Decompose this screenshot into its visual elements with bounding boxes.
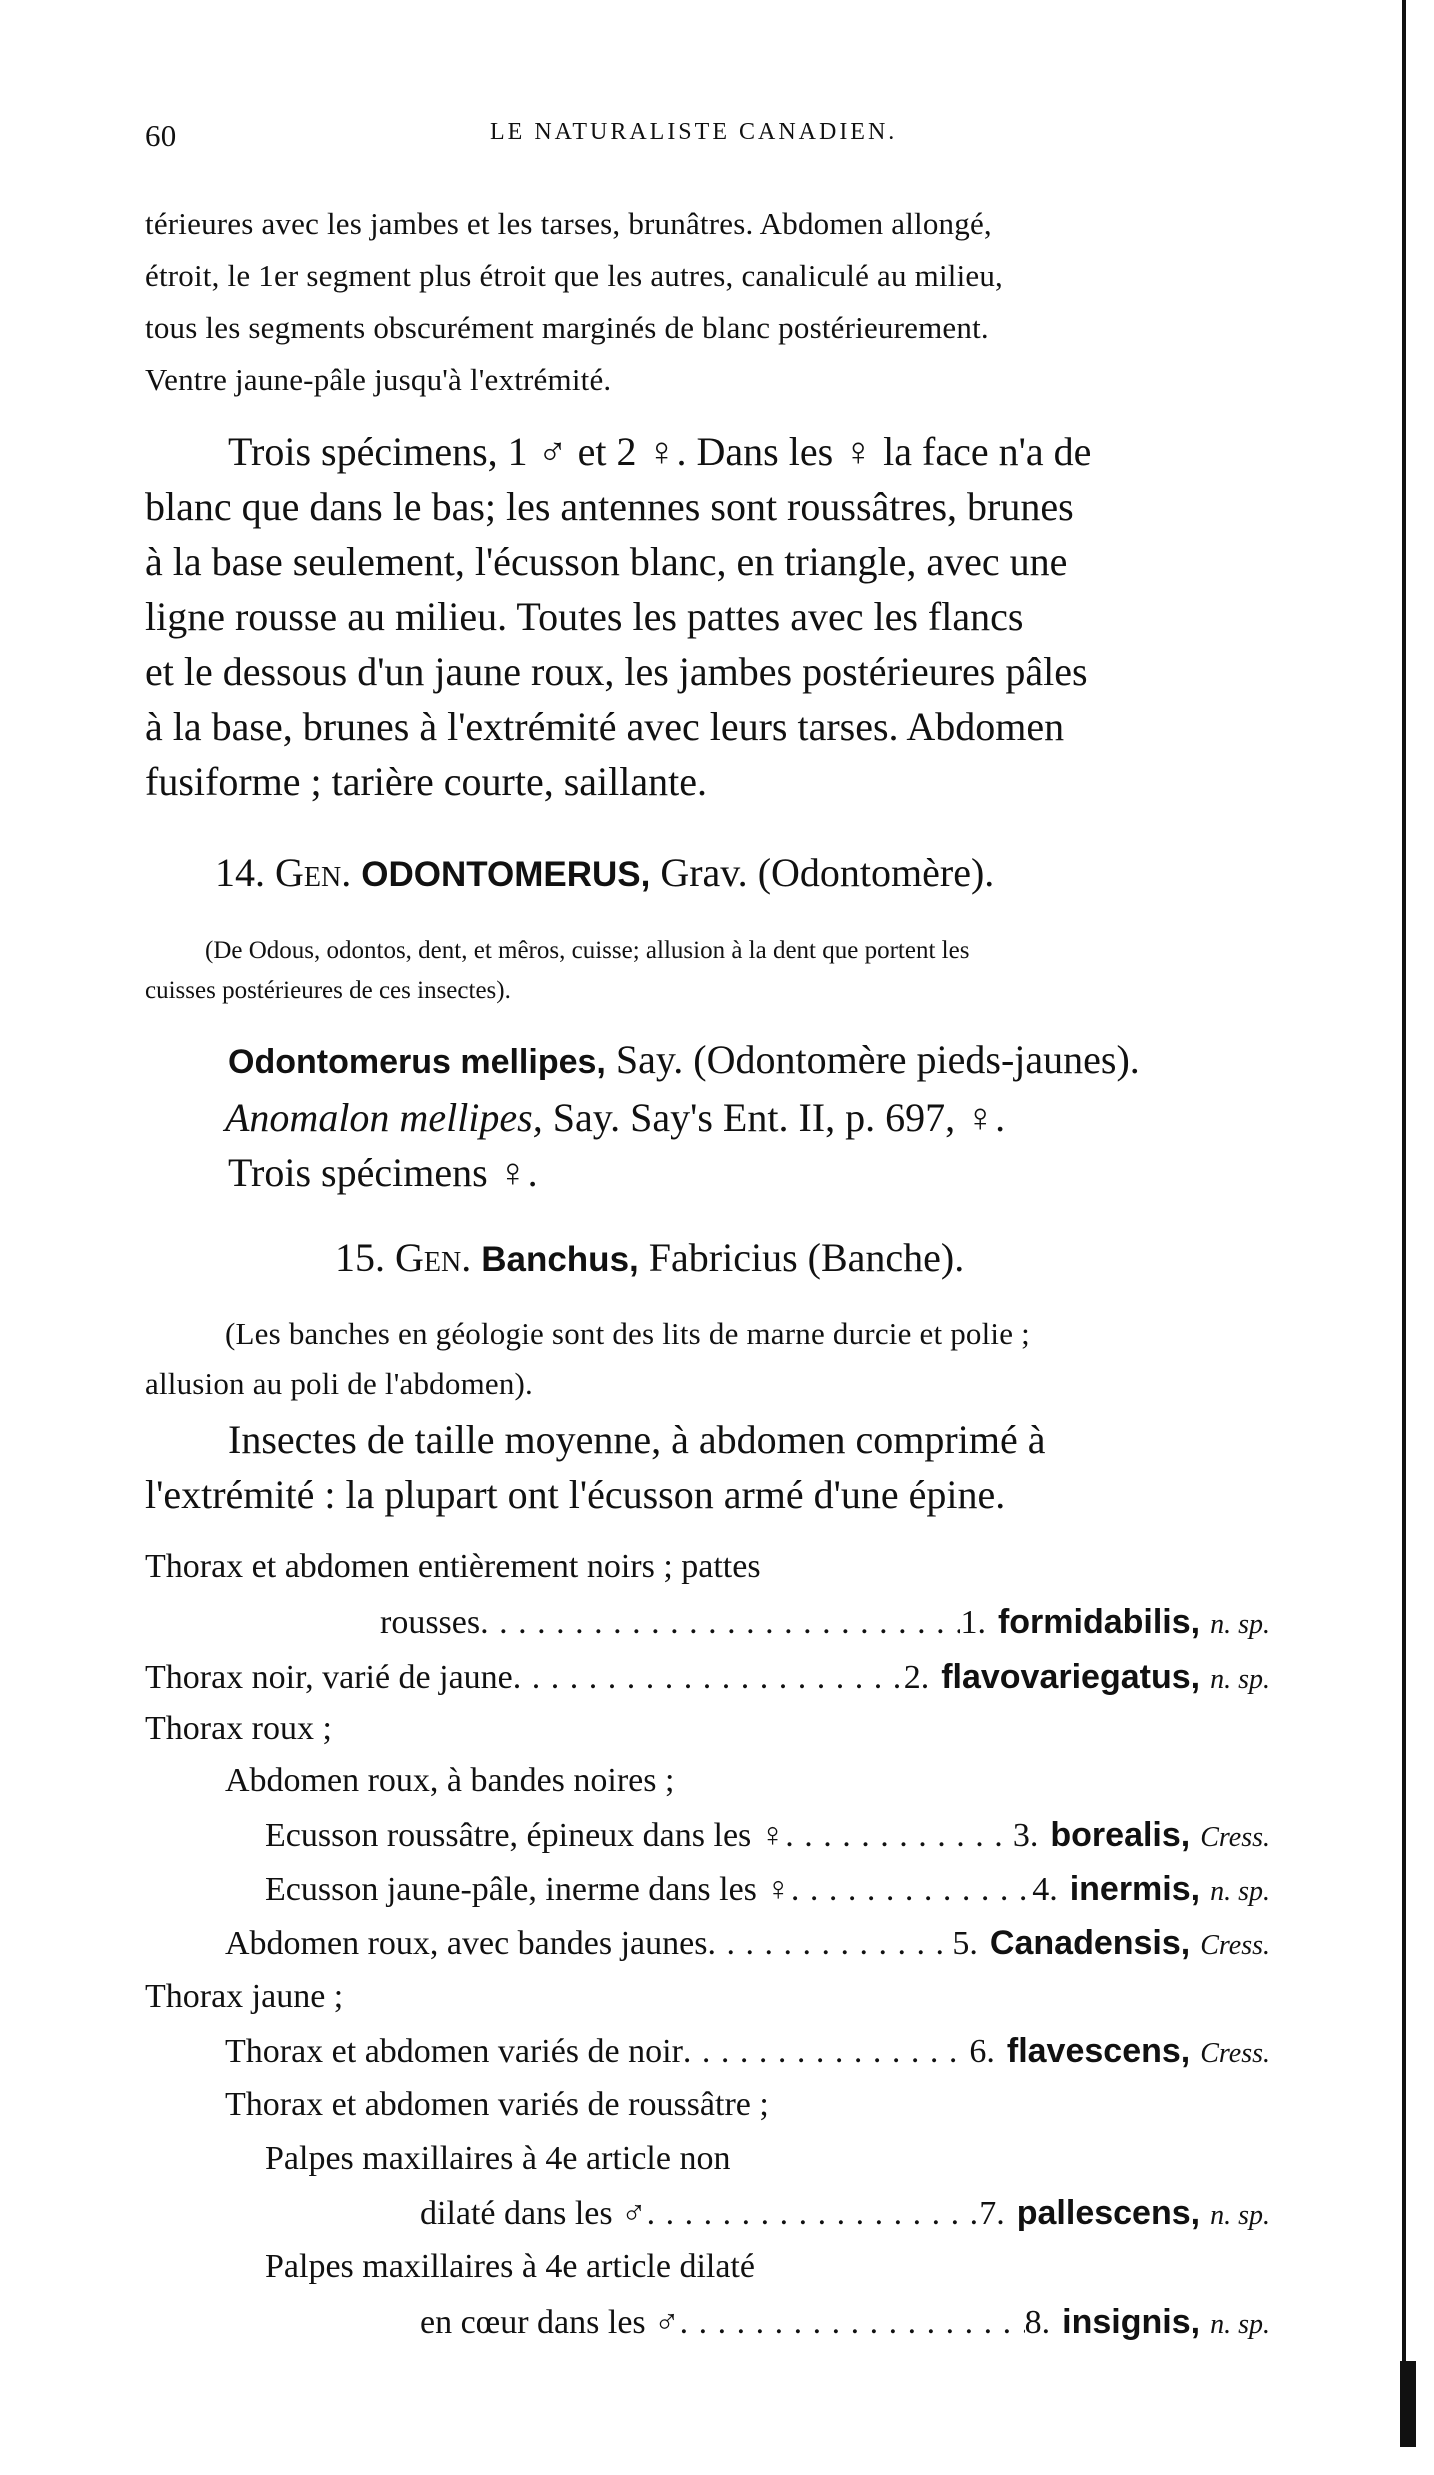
key-row-text: Thorax et abdomen entièrement noirs ; pattes	[145, 1548, 761, 1585]
key-species-authority: Cress.	[1200, 2038, 1270, 2069]
key-row-text: Palpes maxillaires à 4e article non	[265, 2140, 731, 2177]
genus-15-number: 15.	[335, 1235, 385, 1280]
genus-14-french-name: (Odontomère).	[757, 850, 995, 895]
genus-14-gen-label: Gen.	[275, 850, 352, 895]
species-synonym	[225, 1095, 1350, 1140]
intro-line-1: térieures avec les jambes et les tarses, brunâtres. Abdomen allongé,	[145, 206, 992, 241]
key-row	[225, 1926, 1270, 1961]
leader-dots	[480, 1606, 960, 1640]
key-row-text: Thorax et abdomen variés de roussâtre ;	[225, 2086, 769, 2123]
key-row-text: en cœur dans les ♂	[420, 2304, 680, 2341]
key-species-name: borealis,	[1050, 1816, 1191, 1854]
specimens-line-2: blanc que dans le bas; les antennes sont roussâtres, brunes	[145, 484, 1074, 529]
running-title: LE NATURALISTE CANADIEN.	[490, 119, 898, 145]
key-row	[225, 1764, 1270, 1798]
specimens-line-5: et le dessous d'un jaune roux, les jambes postérieures pâles	[145, 649, 1088, 694]
key-species-number: 5.	[952, 1925, 978, 1962]
genus-14-specimens: Trois spécimens ♀.	[228, 1150, 538, 1195]
key-species-authority: Cress.	[1200, 1822, 1270, 1853]
key-species-number: 1.	[960, 1604, 986, 1641]
genus-14-heading	[215, 850, 1340, 895]
synonym-reference: Say. Say's Ent. II, p. 697, ♀.	[552, 1095, 1006, 1140]
key-species-number: 3.	[1012, 1817, 1039, 1854]
page-header	[145, 120, 1270, 151]
leader-dots	[680, 2306, 1025, 2340]
species-author: Say.	[615, 1037, 684, 1082]
key-species-number: 8.	[1024, 2304, 1051, 2341]
genus-15-author: Fabricius	[648, 1235, 798, 1280]
key-row	[265, 1872, 1270, 1907]
key-species-authority: n. sp.	[1210, 2309, 1270, 2340]
genus-14-number: 14.	[215, 850, 265, 895]
key-species-name: flavescens,	[1006, 2032, 1191, 2070]
genus-15-french-name: (Banche).	[807, 1235, 965, 1280]
genus-15-etymology-line-1: (Les banches en géologie sont des lits de marne durcie et polie ;	[225, 1316, 1030, 1351]
key-row	[145, 1550, 1270, 1584]
page-edge-mark	[1400, 2361, 1416, 2447]
genus-14-etymology-line-1: (De Odous, odontos, dent, et mêros, cuisse; allusion à la dent que portent les	[205, 937, 970, 964]
key-species-authority: n. sp.	[1210, 1609, 1270, 1640]
key-species-number: 2.	[903, 1659, 930, 1696]
key-row-text: Thorax et abdomen variés de noir	[225, 2033, 683, 2070]
species-french-name: (Odontomère pieds-jaunes).	[693, 1037, 1140, 1082]
leader-dots	[791, 1873, 1032, 1907]
genus-15-description-line-2: l'extrémité : la plupart ont l'écusson armé d'une épine.	[145, 1472, 1006, 1517]
key-species-name: inermis,	[1069, 1870, 1201, 1908]
key-row	[145, 1980, 1270, 2014]
key-species-name: Canadensis,	[989, 1924, 1191, 1962]
specimens-line-7: fusiforme ; tarière courte, saillante.	[145, 759, 707, 804]
key-species-authority: n. sp.	[1210, 1664, 1270, 1695]
key-row	[265, 2250, 1270, 2284]
key-row	[420, 2196, 1270, 2231]
key-species-authority: n. sp.	[1210, 1876, 1270, 1907]
key-species-name: formidabilis,	[997, 1603, 1201, 1641]
key-row-text: Abdomen roux, avec bandes jaunes	[225, 1925, 708, 1962]
leader-dots	[785, 1819, 1013, 1853]
key-species-authority: Cress.	[1200, 1930, 1270, 1961]
key-species-name: insignis,	[1062, 2303, 1201, 2341]
key-row	[380, 1605, 1270, 1640]
genus-15-etymology-line-2: allusion au poli de l'abdomen).	[145, 1366, 534, 1401]
key-row-text: Abdomen roux, à bandes noires ;	[225, 1762, 675, 1799]
key-species-number: 4.	[1032, 1871, 1058, 1908]
key-row	[145, 1660, 1270, 1695]
key-species-name: pallescens,	[1016, 2194, 1201, 2232]
genus-15-description-line-1: Insectes de taille moyenne, à abdomen comprimé à	[228, 1417, 1046, 1462]
key-species-authority: n. sp.	[1210, 2200, 1270, 2231]
key-row-text: dilaté dans les ♂	[420, 2195, 647, 2232]
leader-dots	[683, 2035, 969, 2069]
leader-dots	[647, 2197, 980, 2231]
key-row-text: Palpes maxillaires à 4e article dilaté	[265, 2248, 755, 2285]
key-row-text: Ecusson roussâtre, épineux dans les ♀	[265, 1817, 786, 1854]
key-row-text: Thorax noir, varié de jaune	[145, 1659, 513, 1696]
leader-dots	[707, 1927, 952, 1961]
key-row	[265, 1818, 1270, 1853]
intro-line-3: tous les segments obscurément marginés de blanc postérieurement.	[145, 310, 989, 345]
key-row-text: rousses	[380, 1604, 481, 1641]
genus-14-author: Grav.	[660, 850, 748, 895]
key-row	[225, 2088, 1270, 2122]
synonym-name: Anomalon mellipes,	[225, 1095, 543, 1140]
key-row-text: Thorax roux ;	[145, 1710, 332, 1747]
genus-15-heading	[335, 1235, 1434, 1280]
key-species-number: 6.	[969, 2033, 995, 2070]
specimens-line-1: Trois spécimens, 1 ♂ et 2 ♀. Dans les ♀ la face n'a de	[228, 429, 1092, 474]
specimens-line-3: à la base seulement, l'écusson blanc, en triangle, avec une	[145, 539, 1068, 584]
key-row	[420, 2305, 1270, 2340]
genus-15-name: Banchus,	[481, 1240, 639, 1279]
page-edge-rule	[1402, 0, 1406, 2440]
species-odontomerus-mellipes	[228, 1037, 1353, 1082]
intro-line-2: étroit, le 1er segment plus étroit que les autres, canaliculé au milieu,	[145, 258, 1003, 293]
genus-15-gen-label: Gen.	[395, 1235, 472, 1280]
genus-14-name: ODONTOMERUS,	[361, 855, 651, 894]
specimens-line-6: à la base, brunes à l'extrémité avec leurs tarses. Abdomen	[145, 704, 1065, 749]
intro-line-4: Ventre jaune-pâle jusqu'à l'extrémité.	[145, 362, 612, 397]
key-row	[265, 2142, 1270, 2176]
specimens-line-4: ligne rousse au milieu. Toutes les pattes avec les flancs	[145, 594, 1024, 639]
key-row	[145, 1712, 1270, 1746]
leader-dots	[513, 1661, 904, 1695]
page-number: 60	[145, 118, 177, 153]
key-row	[225, 2034, 1270, 2069]
key-row-text: Ecusson jaune-pâle, inerme dans les ♀	[265, 1871, 791, 1908]
key-species-name: flavovariegatus,	[941, 1658, 1201, 1696]
species-name: Odontomerus mellipes,	[228, 1043, 606, 1081]
genus-14-etymology-line-2: cuisses postérieures de ces insectes).	[145, 977, 511, 1004]
key-row-text: Thorax jaune ;	[145, 1978, 344, 2015]
key-species-number: 7.	[979, 2195, 1005, 2232]
